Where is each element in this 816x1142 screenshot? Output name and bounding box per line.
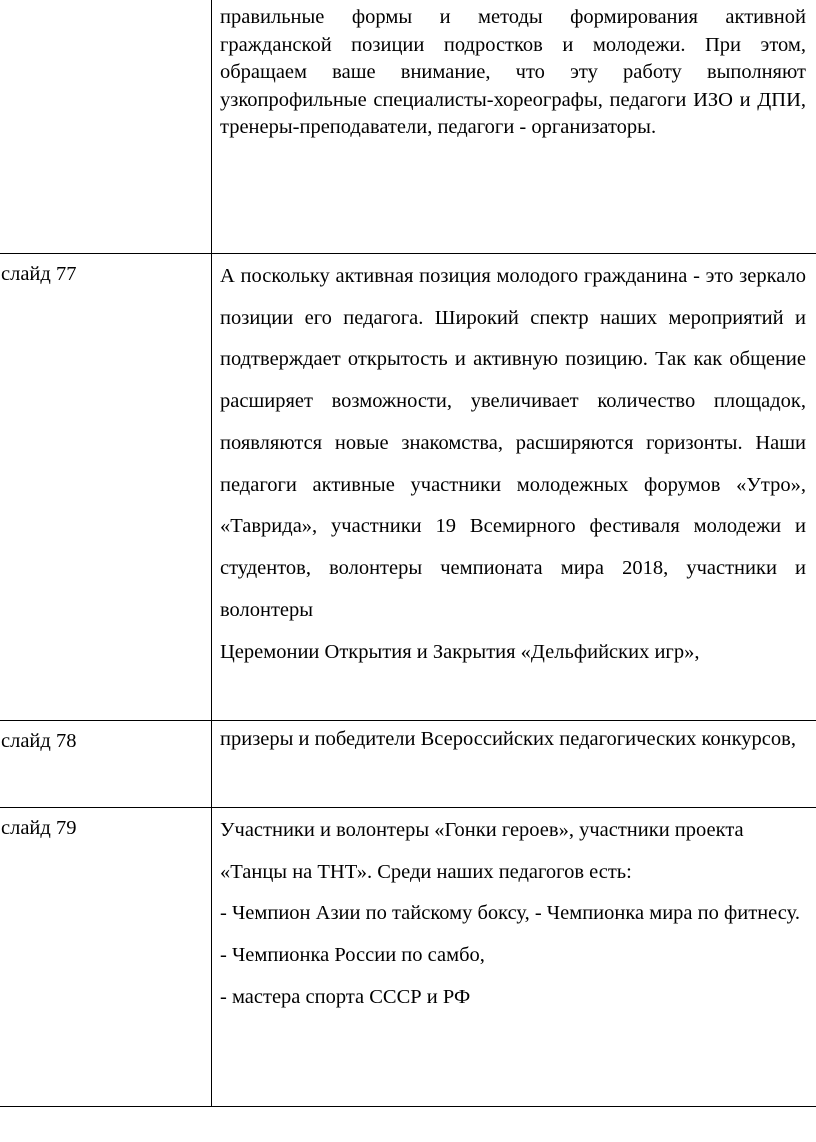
text-cell [212,254,816,721]
paragraph: призеры и победители Всероссийских педагогических конкурсов, [220,728,796,750]
paragraph: правильные формы и методы формирования активной гражданской позиции подростков и молодежи. При этом, обращаем ваше внимание, что эту работу выполняют узкопрофильные специалисты-хореографы, педагоги ИЗО и ДПИ, тренеры-преподаватели, педагоги - организаторы. [220,6,806,138]
slide-label: слайд 77 [1,263,77,285]
table-row [0,254,816,721]
paragraph: - мастера спорта СССР и РФ [220,985,471,1008]
slide-label: слайд 79 [1,817,77,839]
slide-cell [0,721,212,808]
paragraph: - Чемпион Азии по тайскому боксу, - Чемпионка мира по фитнесу. [220,902,800,925]
paragraph: - Чемпионка России по самбо, [220,944,485,967]
table-row [0,808,816,1107]
paragraph: Участники и волонтеры «Гонки героев», участники проекта «Танцы на ТНТ». Среди наших педагогов есть: [220,819,744,883]
slide-cell [0,254,212,721]
text-cell [212,721,816,808]
slide-label: слайд 78 [1,730,77,752]
table-row [0,721,816,808]
text-cell [212,0,816,254]
paragraph: А поскольку активная позиция молодого гражданина - это зеркало позиции его педагога. Широкий спектр наших мероприятий и подтверждает открытость и активную позицию. Так как общение расширяет возможности, увеличивает количество площадок, появляются новые знакомства, расширяются горизонты. Наши педагоги активные участники молодежных форумов «Утро», «Таврида», участники 19 Всемирного фестиваля молодежи и студентов, волонтеры чемпионата мира 2018, участники и волонтеры [220,265,806,621]
slide-cell [0,0,212,254]
table-row [0,0,816,254]
slide-cell [0,808,212,1107]
paragraph: Церемонии Открытия и Закрытия «Дельфийских игр», [220,641,700,664]
text-cell [212,808,816,1107]
